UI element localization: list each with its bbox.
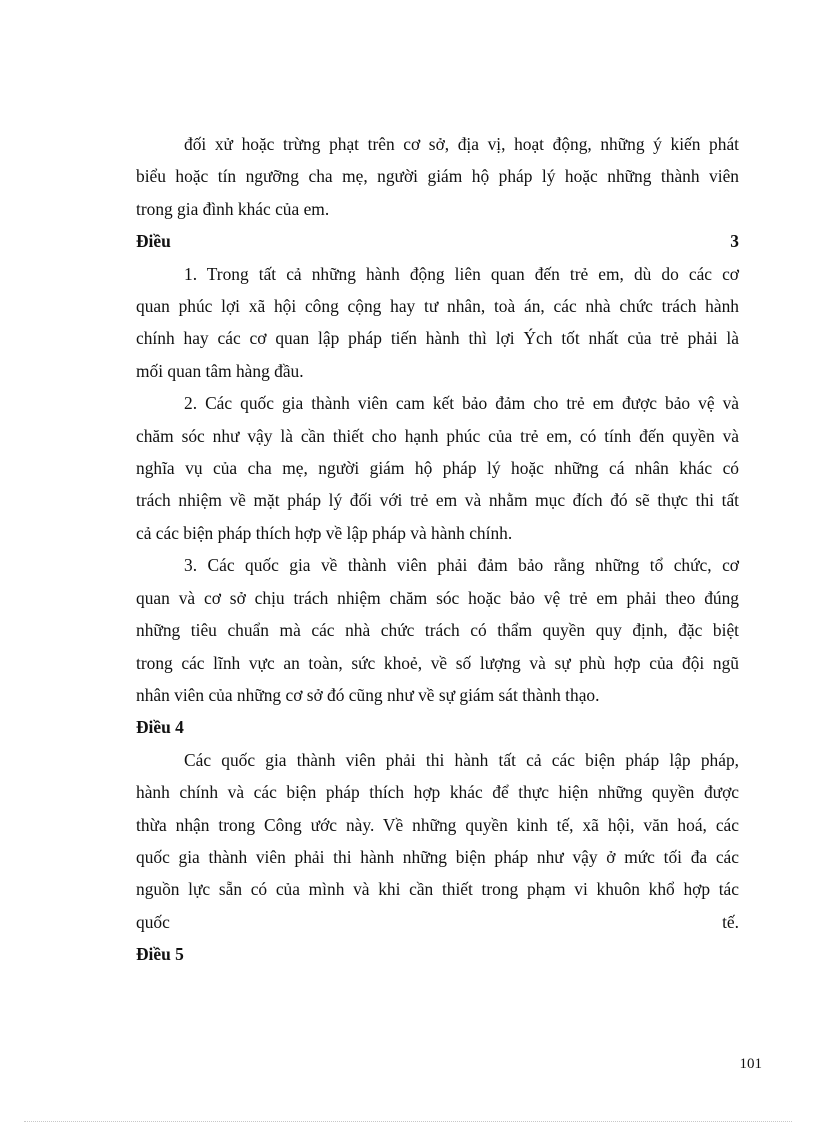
page-number: 101 (739, 1056, 762, 1072)
text-line: đối xử hoặc trừng phạt trên cơ sở, địa vị, hoạt động, những ý kiến phát (184, 134, 739, 154)
text-line: Các quốc gia thành viên phải thi hành tất cả các biện pháp lập pháp, (184, 749, 739, 770)
last-line-right-word: tế. (722, 911, 739, 932)
last-line-left-word: quốc (136, 911, 170, 932)
text-line: những tiêu chuẩn mà các nhà chức trách có thẩm quyền quy định, đặc biệt (136, 620, 739, 641)
article-3-heading (136, 225, 739, 257)
text-line: quan và cơ sở chịu trách nhiệm chăm sóc hoặc bảo vệ trẻ em phải theo đúng (136, 587, 739, 608)
text-line: 1. Trong tất cả những hành động liên quan đến trẻ em, dù do các cơ (184, 263, 739, 284)
text-line: hành chính và các biện pháp thích hợp khác để thực hiện những quyền được (136, 782, 739, 803)
article-3-paragraph-1 (136, 258, 739, 388)
text-line: nguồn lực sẵn có của mình và khi cần thiết trong phạm vi khuôn khổ hợp tác (136, 879, 739, 900)
text-line: chăm sóc như vậy là cần thiết cho hạnh phúc của trẻ em, có tính đến quyền và (136, 425, 739, 446)
intro-paragraph (136, 128, 739, 225)
text-line: nghĩa vụ của cha mẹ, người giám hộ pháp lý hoặc những cá nhân khác có (136, 458, 739, 479)
footer-divider (24, 1121, 792, 1122)
text-line: trách nhiệm về mặt pháp lý đối với trẻ em và nhằm mục đích đó sẽ thực thi tất (136, 490, 739, 511)
text-line: biểu hoặc tín ngưỡng cha mẹ, người giám hộ pháp lý hoặc những thành viên (136, 166, 739, 187)
text-line: cả các biện pháp thích hợp về lập pháp và hành chính. (136, 522, 513, 543)
text-line: trong gia đình khác của em. (136, 198, 330, 219)
article-3-heading-number: 3 (730, 231, 739, 252)
text-line: thừa nhận trong Công ước này. Về những quyền kinh tế, xã hội, văn hoá, các (136, 814, 739, 835)
text-line: quan phúc lợi xã hội công cộng hay tư nhân, toà án, các nhà chức trách hành (136, 296, 739, 317)
article-3-heading-word: Điều (136, 231, 171, 252)
text-line: mối quan tâm hàng đầu. (136, 360, 304, 381)
text-line: nhân viên của những cơ sở đó cũng như về sự giám sát thành thạo. (136, 684, 600, 705)
text-line: 3. Các quốc gia về thành viên phải đảm bảo rằng những tổ chức, cơ (184, 555, 739, 576)
text-line: 2. Các quốc gia thành viên cam kết bảo đảm cho trẻ em được bảo vệ và (184, 393, 739, 414)
article-4-paragraph (136, 744, 739, 938)
text-line-stretched (136, 906, 739, 938)
text-line: chính hay các cơ quan lập pháp tiến hành thì lợi Ých tốt nhất của trẻ phải là (136, 328, 739, 349)
article-4-heading: Điều 4 (136, 717, 184, 738)
article-5-heading: Điều 5 (136, 944, 184, 965)
article-3-paragraph-3 (136, 549, 739, 711)
article-3-paragraph-2 (136, 387, 739, 549)
text-line: quốc gia thành viên phải thi hành những biện pháp như vậy ở mức tối đa các (136, 846, 739, 867)
text-line: trong các lĩnh vực an toàn, sức khoẻ, về số lượng và sự phù hợp của đội ngũ (136, 652, 739, 673)
document-body (136, 128, 739, 971)
